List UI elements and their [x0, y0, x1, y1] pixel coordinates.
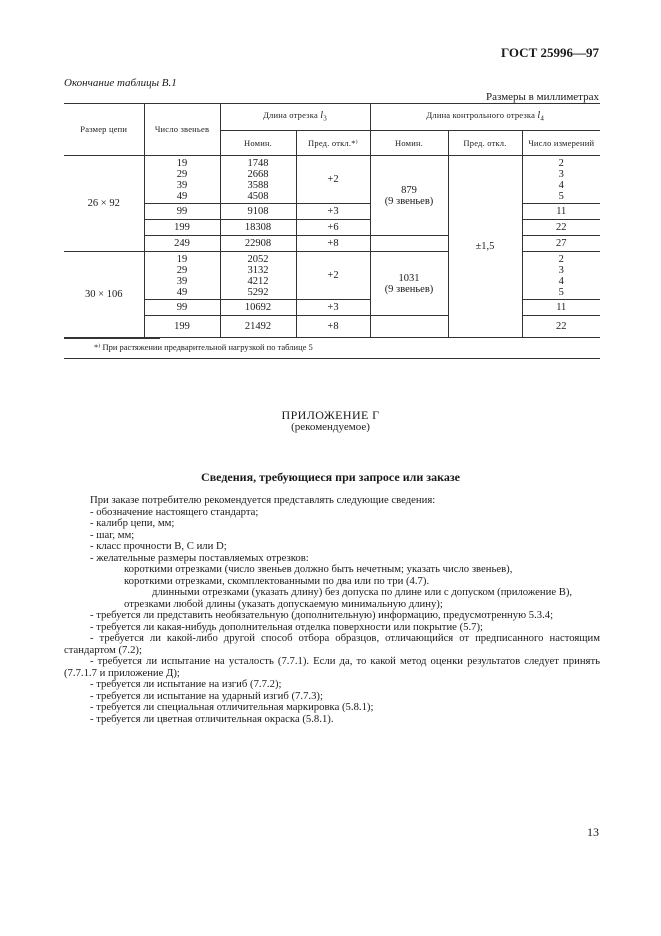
tolerance-cell: +8: [296, 316, 370, 338]
nominal-length-cell: 10692: [220, 300, 296, 316]
list-item: - требуется ли какой-либо другой способ отбора образцов, отличающийся от предписанного настоящим стандартом (7.2);: [64, 632, 600, 656]
list-item: - обозначение настоящего стандарта;: [90, 505, 259, 518]
measure-count-cell: 22: [522, 316, 600, 338]
sub-list-item: короткими отрезками, скомплектованными по два или по три (4.7).: [124, 574, 430, 587]
measure-count-cell: 11: [522, 204, 600, 220]
chain-dimensions-table: [64, 103, 600, 359]
list-item: - требуется ли цветная отличительная окраска (5.8.1).: [90, 712, 334, 725]
link-count-cell: 99: [144, 204, 220, 220]
section-title: Сведения, требующиеся при запросе или заказе: [201, 470, 460, 484]
header-chain-size: Размер цепи: [64, 104, 144, 156]
paragraph: При заказе потребителю рекомендуется представлять следующие сведения:: [90, 494, 436, 506]
link-count-cell: 199: [144, 220, 220, 236]
link-count-cell: 199: [144, 316, 220, 338]
tolerance-cell: +3: [296, 300, 370, 316]
chain-size-cell: 26 × 92: [64, 156, 144, 252]
sub-list-item: отрезками любой длины (указать допускаемую минимальную длину);: [124, 597, 443, 610]
link-count-cell: 19 29 39 49: [144, 252, 220, 300]
appendix-subtitle: (рекомендуемое): [291, 421, 370, 433]
tolerance-cell: +2: [296, 252, 370, 300]
header-segment-length: Длина отрезка $l_3$: [220, 104, 370, 131]
control-nominal-cell: 1031 (9 звеньев): [370, 252, 448, 316]
list-item: - желательные размеры поставляемых отрезков:: [90, 551, 309, 564]
header-control-length: Длина контрольного отрезка $l_4$: [370, 104, 600, 131]
list-item: - шаг, мм;: [90, 528, 135, 541]
appendix-title: ПРИЛОЖЕНИЕ Г: [281, 408, 380, 422]
table-units-note: Размеры в миллиметрах: [486, 91, 599, 103]
control-nominal-cell: [370, 316, 448, 338]
header-tolerance: Пред. откл.*⁾: [296, 131, 370, 156]
nominal-length-cell: 22908: [220, 236, 296, 252]
header-link-count: Число звеньев: [144, 104, 220, 156]
document-code: ГОСТ 25996—97: [500, 45, 599, 60]
control-nominal-cell: [370, 236, 448, 252]
table-footnote: *⁾ При растяжении предварительной нагрузкой по таблице 5: [64, 338, 600, 359]
appendix-body: [64, 495, 600, 725]
tolerance-cell: +6: [296, 220, 370, 236]
list-item: - требуется ли представить необязательную (дополнительную) информацию, предусмотренную 5.3.4;: [90, 609, 554, 621]
table-caption: Окончание таблицы В.1: [64, 77, 177, 89]
measure-count-cell: 2 3 4 5: [522, 156, 600, 204]
list-item: - класс прочности В, С или D;: [90, 540, 227, 552]
tolerance-cell: +8: [296, 236, 370, 252]
measure-count-cell: 27: [522, 236, 600, 252]
link-count-cell: 249: [144, 236, 220, 252]
measure-count-cell: 11: [522, 300, 600, 316]
measure-count-cell: 2 3 4 5: [522, 252, 600, 300]
nominal-length-cell: 21492: [220, 316, 296, 338]
list-item: - калибр цепи, мм;: [90, 517, 175, 529]
control-nominal-cell: 879 (9 звеньев): [370, 156, 448, 236]
table-footnote-row: [64, 338, 600, 359]
link-count-cell: 19 29 39 49: [144, 156, 220, 204]
nominal-length-cell: 2052 3132 4212 5292: [220, 252, 296, 300]
nominal-length-cell: 18308: [220, 220, 296, 236]
table-row: [64, 156, 600, 204]
list-item: - требуется ли испытание на ударный изгиб (7.7.3);: [90, 689, 323, 702]
list-item: - требуется ли специальная отличительная маркировка (5.8.1);: [90, 701, 374, 713]
nominal-length-cell: 1748 2668 3588 4508: [220, 156, 296, 204]
list-item: - требуется ли испытание на усталость (7.7.1). Если да, то какой метод оценки результатов следует принять (7.7.1.7 и приложение Д);: [64, 655, 600, 679]
sub-list-item: короткими отрезками (число звеньев должно быть нечетным; указать число звеньев),: [124, 563, 513, 575]
measure-count-cell: 22: [522, 220, 600, 236]
header-measure-count: Число измерений: [522, 131, 600, 156]
control-tolerance-cell: ±1,5: [448, 156, 522, 338]
tolerance-cell: +2: [296, 156, 370, 204]
footnote-rule: [64, 338, 160, 339]
sub-list-item: длинными отрезками (указать длину) без допуска по длине или с допуском (приложение В),: [152, 586, 573, 598]
page-number: 13: [587, 825, 599, 839]
link-count-cell: 99: [144, 300, 220, 316]
header-nominal: Номин.: [220, 131, 296, 156]
tolerance-cell: +3: [296, 204, 370, 220]
chain-size-cell: 30 × 106: [64, 252, 144, 338]
nominal-length-cell: 9108: [220, 204, 296, 220]
header-control-nominal: Номин.: [370, 131, 448, 156]
list-item: - требуется ли какая-нибудь дополнительная отделка поверхности или покрытие (5.7);: [90, 620, 484, 633]
header-control-tolerance: Пред. откл.: [448, 131, 522, 156]
list-item: - требуется ли испытание на изгиб (7.7.2);: [90, 678, 282, 690]
